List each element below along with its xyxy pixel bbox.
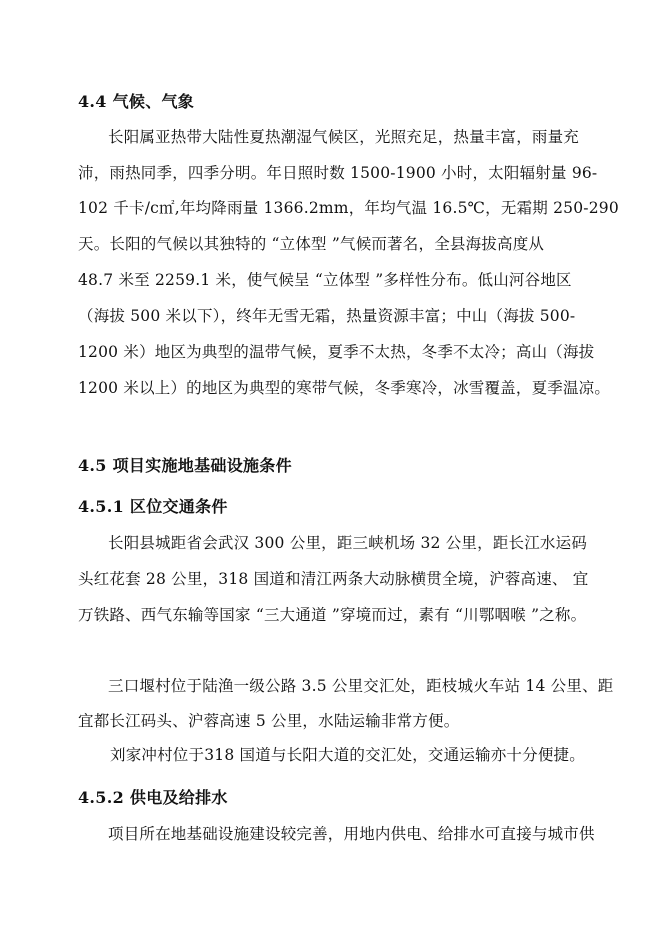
paragraph-line: 三口堰村位于陆渔一级公路 3.5 公里交汇处，距枝城火车站 14 公里、距: [108, 677, 614, 695]
paragraph-line: 宜都长江码头、沪蓉高速 5 公里，水陆运输非常方便。: [78, 712, 460, 730]
section-heading-4-5-2: 4.5.2 供电及给排水: [78, 788, 228, 807]
paragraph-line: 1200 米）地区为典型的温带气候，夏季不太热，冬季不太冷；高山（海拔: [78, 343, 595, 361]
paragraph-line: 48.7 米至 2259.1 米，使气候呈 “立体型 ”多样性分布。低山河谷地区: [78, 271, 572, 289]
section-heading-4-5-1: 4.5.1 区位交通条件: [78, 497, 228, 516]
paragraph-line: 沛，雨热同季，四季分明。年日照时数 1500-1900 小时，太阳辐射量 96-: [78, 164, 598, 182]
paragraph-line: 万铁路、西气东输等国家 “三大通道 ”穿境而过，素有 “川鄂咽喉 ”之称。: [78, 606, 587, 624]
paragraph-line: 刘家冲村位于318 国道与长阳大道的交汇处，交通运输亦十分便捷。: [110, 746, 585, 764]
section-heading-4-4: 4.4 气候、气象: [78, 92, 195, 111]
paragraph-line: 102 千卡/c㎡,年均降雨量 1366.2mm，年均气温 16.5℃，无霜期 250-290: [78, 199, 619, 217]
paragraph-line: 天。长阳的气候以其独特的 “立体型 ”气候而著名，全县海拔高度从: [78, 235, 545, 253]
paragraph-line: 项目所在地基础设施建设较完善，用地内供电、给排水可直接与城市供: [108, 825, 595, 843]
paragraph-line: 头红花套 28 公里，318 国道和清江两条大动脉横贯全境，沪蓉高速、 宜: [78, 570, 589, 588]
paragraph-line: 1200 米以上）的地区为典型的寒带气候，冬季寒冷，冰雪覆盖，夏季温凉。: [78, 379, 611, 397]
paragraph-line: 长阳县城距省会武汉 300 公里，距三峡机场 32 公里，距长江水运码: [108, 534, 588, 552]
paragraph-line: 长阳属亚热带大陆性夏热潮湿气候区，光照充足，热量丰富，雨量充: [108, 128, 580, 146]
paragraph-line: （海拔 500 米以下），终年无雪无霜，热量资源丰富；中山（海拔 500-: [78, 307, 576, 325]
section-heading-4-5: 4.5 项目实施地基础设施条件: [78, 456, 292, 475]
